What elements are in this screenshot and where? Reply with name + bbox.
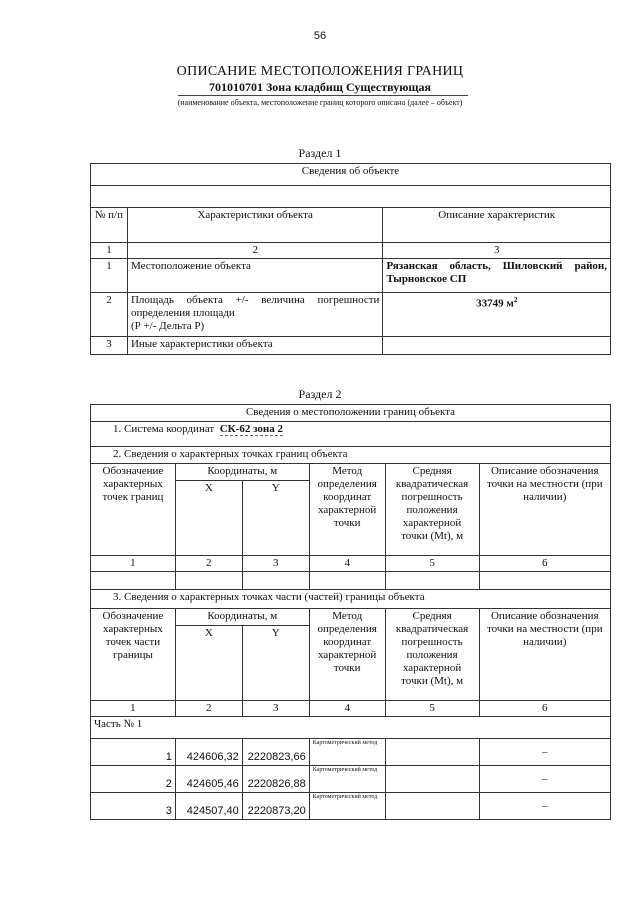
- head-accuracy: Средняя квадратическая погрешность положения характерной точки (Мt), м: [385, 609, 479, 701]
- index-cell: 1: [91, 701, 176, 717]
- head-accuracy: Средняя квадратическая погрешность положения характерной точки (Мt), м: [385, 464, 479, 556]
- index-cell: 1: [91, 556, 176, 572]
- point-x: 424606,32: [175, 739, 242, 766]
- row-value: Рязанская область, Шиловский район, Тырновское СП: [383, 259, 611, 293]
- index-cell: 3: [383, 243, 611, 259]
- row-value: [383, 293, 611, 337]
- point-number: 1: [91, 739, 176, 766]
- empty-row: [91, 572, 611, 590]
- point-description: –: [479, 793, 610, 820]
- point-accuracy: [385, 793, 479, 820]
- area-value: 33749 м: [476, 297, 514, 310]
- point-y: 2220826,88: [242, 766, 309, 793]
- index-cell: 1: [91, 243, 128, 259]
- head-designation: Обозначение характерных точек границ: [91, 464, 176, 556]
- row-value: [383, 337, 611, 355]
- point-method: Картометрический метод: [309, 739, 385, 766]
- object-note: (наименование объекта, местоположение границ которого описано (далее – объект): [177, 98, 463, 107]
- head-description: Описание обозначения точки на местности (при наличии): [479, 609, 610, 701]
- index-cell: 2: [175, 701, 242, 717]
- index-cell: 5: [385, 701, 479, 717]
- point-description: –: [479, 739, 610, 766]
- index-cell: 2: [175, 556, 242, 572]
- section2-title: Раздел 2: [298, 387, 342, 401]
- boundary-table: [90, 404, 611, 820]
- head-designation: Обозначение характерных точек части границы: [91, 609, 176, 701]
- page-number: 56: [313, 30, 327, 42]
- index-cell: 5: [385, 556, 479, 572]
- index-cell: 3: [242, 556, 309, 572]
- row-num: 3: [91, 337, 128, 355]
- head-method: Метод определения координат характерной точки: [309, 609, 385, 701]
- part-label: Часть № 1: [91, 717, 611, 739]
- point-method: Картометрический метод: [309, 766, 385, 793]
- part2-title: 2. Сведения о характерных точках границ объекта: [91, 447, 611, 464]
- point-number: 3: [91, 793, 176, 820]
- head-num: № п/п: [91, 208, 128, 243]
- area-label: Площадь объекта +/- величина погрешности определения площади: [130, 294, 380, 319]
- point-x: 424605,46: [175, 766, 242, 793]
- head-method: Метод определения координат характерной точки: [309, 464, 385, 556]
- head-y: Y: [242, 626, 309, 701]
- table-row: [91, 739, 611, 766]
- row-name: Иные характеристики объекта: [127, 337, 383, 355]
- coord-value: СК-62 зона 2: [219, 423, 284, 435]
- document-title: ОПИСАНИЕ МЕСТОПОЛОЖЕНИЯ ГРАНИЦ: [176, 64, 464, 79]
- area-formula: (Р +/- Дельта Р): [130, 320, 205, 332]
- head-y: Y: [242, 481, 309, 556]
- blank-row: [91, 186, 611, 208]
- table-row: [91, 793, 611, 820]
- object-info-table: [90, 163, 611, 355]
- index-cell: 6: [479, 556, 610, 572]
- title-underline: [178, 95, 468, 96]
- table-row: [91, 337, 611, 355]
- index-cell: 4: [309, 701, 385, 717]
- point-number: 2: [91, 766, 176, 793]
- index-cell: 2: [127, 243, 383, 259]
- head-coordinates: Координаты, м: [175, 609, 309, 626]
- point-method: Картометрический метод: [309, 793, 385, 820]
- part3-title: 3. Сведения о характерных точках части (частей) границы объекта: [91, 590, 611, 609]
- point-accuracy: [385, 766, 479, 793]
- head-description: Описание характеристик: [383, 208, 611, 243]
- row-name: Местоположение объекта: [127, 259, 383, 293]
- head-characteristics: Характеристики объекта: [127, 208, 383, 243]
- section1-caption: Сведения об объекте: [91, 164, 611, 186]
- point-x: 424507,40: [175, 793, 242, 820]
- head-x: X: [175, 481, 242, 556]
- coordinate-system: [91, 422, 611, 447]
- row-num: 1: [91, 259, 128, 293]
- point-y: 2220873,20: [242, 793, 309, 820]
- table-row: [91, 259, 611, 293]
- section2-caption: Сведения о местоположении границ объекта: [91, 405, 611, 422]
- point-description: –: [479, 766, 610, 793]
- section1-title: Раздел 1: [298, 146, 342, 160]
- point-y: 2220823,66: [242, 739, 309, 766]
- table-row: [91, 293, 611, 337]
- area-unit-sup: 2: [513, 296, 518, 304]
- row-num: 2: [91, 293, 128, 337]
- head-x: X: [175, 626, 242, 701]
- head-description: Описание обозначения точки на местности (при наличии): [479, 464, 610, 556]
- point-accuracy: [385, 739, 479, 766]
- row-name: [127, 293, 383, 337]
- index-cell: 4: [309, 556, 385, 572]
- index-cell: 6: [479, 701, 610, 717]
- head-coordinates: Координаты, м: [175, 464, 309, 481]
- object-name: 701010701 Зона кладбищ Существующая: [208, 80, 432, 94]
- table-row: [91, 766, 611, 793]
- coord-label: 1. Система координат: [113, 423, 215, 435]
- index-cell: 3: [242, 701, 309, 717]
